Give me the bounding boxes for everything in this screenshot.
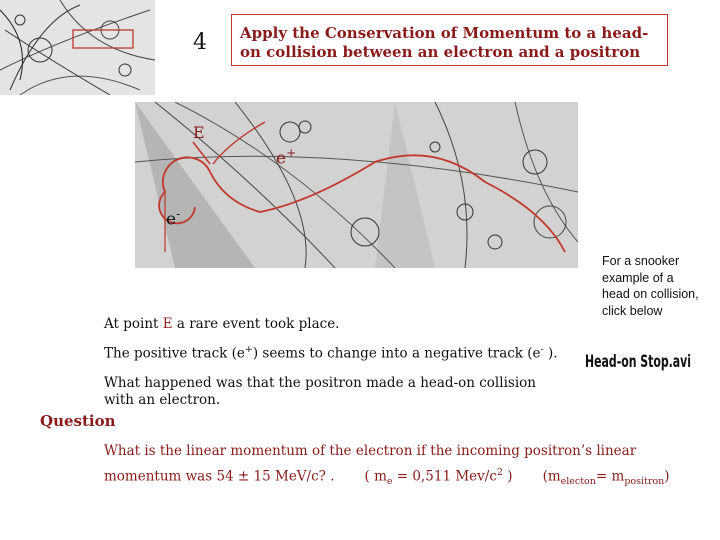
snooker-note: For a snooker example of a head on collision, click below xyxy=(602,254,699,318)
title-box xyxy=(231,14,668,66)
slide-title: Apply the Conservation of Momentum to a head-on collision between an electron and a positron xyxy=(240,24,649,61)
svg-text:Head-on Stop.avi: Head-on Stop.avi xyxy=(585,352,691,372)
question-heading: Question xyxy=(40,412,116,430)
paragraph-track-change: The positive track (e+) seems to change into a negative track (e- ). xyxy=(104,344,558,362)
question-line-2: momentum was 54 ± 15 MeV/c? . ( $m_e = 0,511$ Mev/$c^2$ ) $(m_{electon}= m_{positron})$ xyxy=(104,467,670,488)
video-link-image[interactable] xyxy=(585,347,693,375)
paragraph-explanation: What happened was that the positron made a head-on collision with an electron. xyxy=(104,375,536,408)
bubble-chamber-thumbnail xyxy=(0,0,155,95)
positron-label: e+ xyxy=(276,146,297,169)
slide-number: 4 xyxy=(193,30,207,55)
video-link[interactable] xyxy=(585,347,693,375)
point-e-inline: E xyxy=(162,316,173,332)
thumbnail-tracks xyxy=(0,0,155,95)
point-e-label: E xyxy=(193,123,205,142)
question-line-1: What is the linear momentum of the electron if the incoming positron’s linear xyxy=(104,443,637,459)
paragraph-point-e: At point E a rare event took place. xyxy=(104,316,340,332)
question-text xyxy=(104,440,714,493)
electron-label: e- xyxy=(166,207,181,230)
